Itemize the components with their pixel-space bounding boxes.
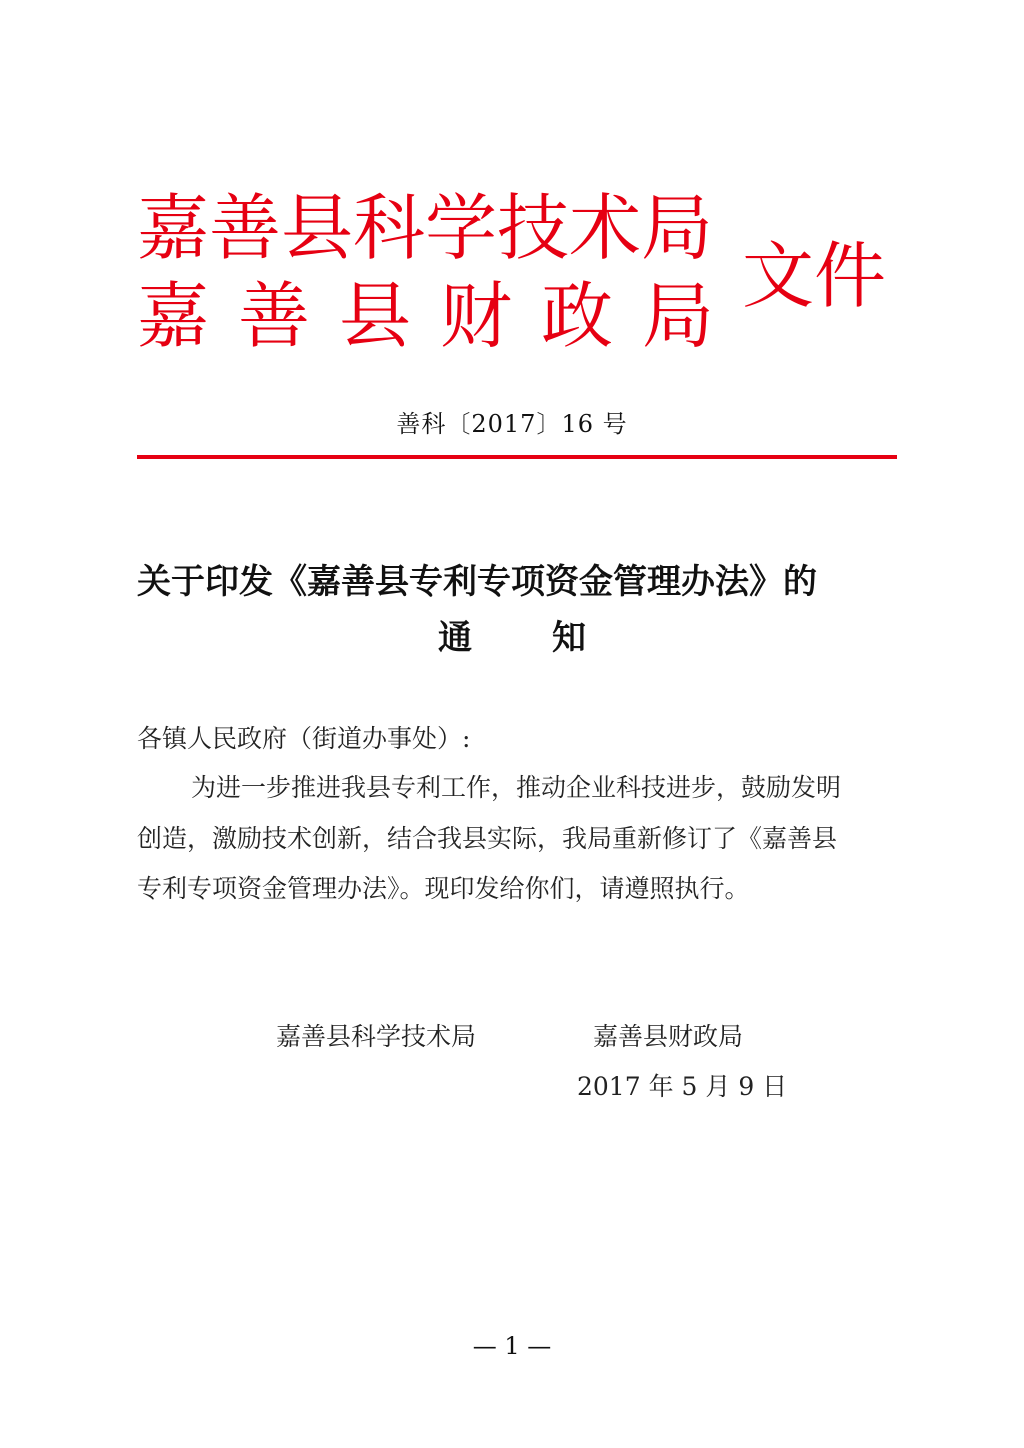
document-type-label: 文件 <box>742 234 887 318</box>
document-title-line-2: 通知 <box>438 618 666 658</box>
issuer-name-1: 嘉善县科学技术局 <box>137 186 714 270</box>
body-paragraph-line-2: 创造，激励技术创新，结合我县实际，我局重新修订了《嘉善县 <box>137 824 838 853</box>
document-title-line-1: 关于印发《嘉善县专利专项资金管理办法》的 <box>137 562 817 602</box>
signature-org-2: 嘉善县财政局 <box>593 1022 744 1051</box>
red-divider-line <box>137 455 897 459</box>
addressee: 各镇人民政府（街道办事处）: <box>137 724 471 753</box>
document-number: 善科〔2017〕16 号 <box>396 410 628 438</box>
body-paragraph-line-1: 为进一步推进我县专利工作，推动企业科技进步，鼓励发明 <box>191 773 842 802</box>
signature-org-1: 嘉善县科学技术局 <box>276 1022 477 1051</box>
signature-date: 2017 年 5 月 9 日 <box>577 1072 788 1101</box>
issuer-name-2: 嘉善县财政局 <box>137 274 744 358</box>
page-number: — 1 — <box>472 1332 552 1360</box>
body-paragraph-line-3: 专利专项资金管理办法》。现印发给你们，请遵照执行。 <box>137 874 750 903</box>
